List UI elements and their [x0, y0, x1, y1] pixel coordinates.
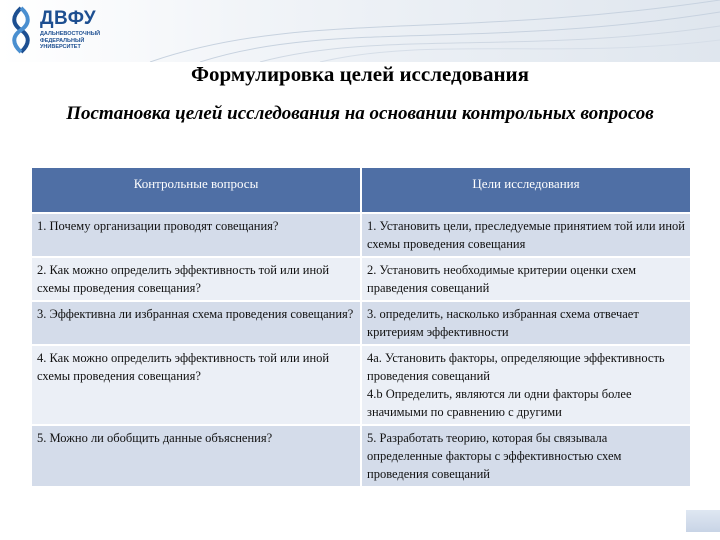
table-row — [31, 257, 691, 301]
goal-cell: 4a. Установить факторы, определяющие эффективность проведения совещаний 4.b Определить, являются ли одни факторы более значимыми по сравнению с другими — [361, 345, 691, 425]
table-row — [31, 425, 691, 487]
question-cell: 4. Как можно определить эффективность той или иной схемы проведения совещания? — [31, 345, 361, 425]
question-cell: 1. Почему организации проводят совещания? — [31, 213, 361, 257]
decorative-corner — [686, 510, 720, 532]
table-row — [31, 345, 691, 425]
logo-subtitle: ДАЛЬНЕВОСТОЧНЫЙ ФЕДЕРАЛЬНЫЙ УНИВЕРСИТЕТ — [40, 31, 101, 50]
logo-name: ДВФУ — [40, 8, 97, 29]
question-cell: 5. Можно ли обобщить данные объяснения? — [31, 425, 361, 487]
goal-cell: 5. Разработать теорию, которая бы связывала определенные факторы с эффективностью схем проведения совещаний — [361, 425, 691, 487]
goal-cell: 2. Установить необходимые критерии оценки схем праведения совещаний — [361, 257, 691, 301]
question-cell: 3. Эффективна ли избранная схема проведения совещания? — [31, 301, 361, 345]
page-subtitle: Постановка целей исследования на основании контрольных вопросов — [66, 103, 654, 124]
goal-cell: 3. определить, насколько избранная схема отвечает критериям эффективности — [361, 301, 691, 345]
university-logo[interactable] — [6, 6, 116, 54]
header-band — [0, 0, 720, 62]
page-title: Формулировка целей исследования — [190, 62, 530, 86]
table-header-row — [31, 167, 691, 213]
header-goals: Цели исследования — [361, 167, 691, 213]
header-questions: Контрольные вопросы — [31, 167, 361, 213]
logo-emblem-icon — [6, 6, 36, 54]
table-row — [31, 213, 691, 257]
question-cell: 2. Как можно определить эффективность той или иной схемы проведения совещания? — [31, 257, 361, 301]
table-row — [31, 301, 691, 345]
goal-cell: 1. Установить цели, преследуемые принятием той или иной схемы проведения совещания — [361, 213, 691, 257]
research-goals-table — [30, 166, 692, 488]
